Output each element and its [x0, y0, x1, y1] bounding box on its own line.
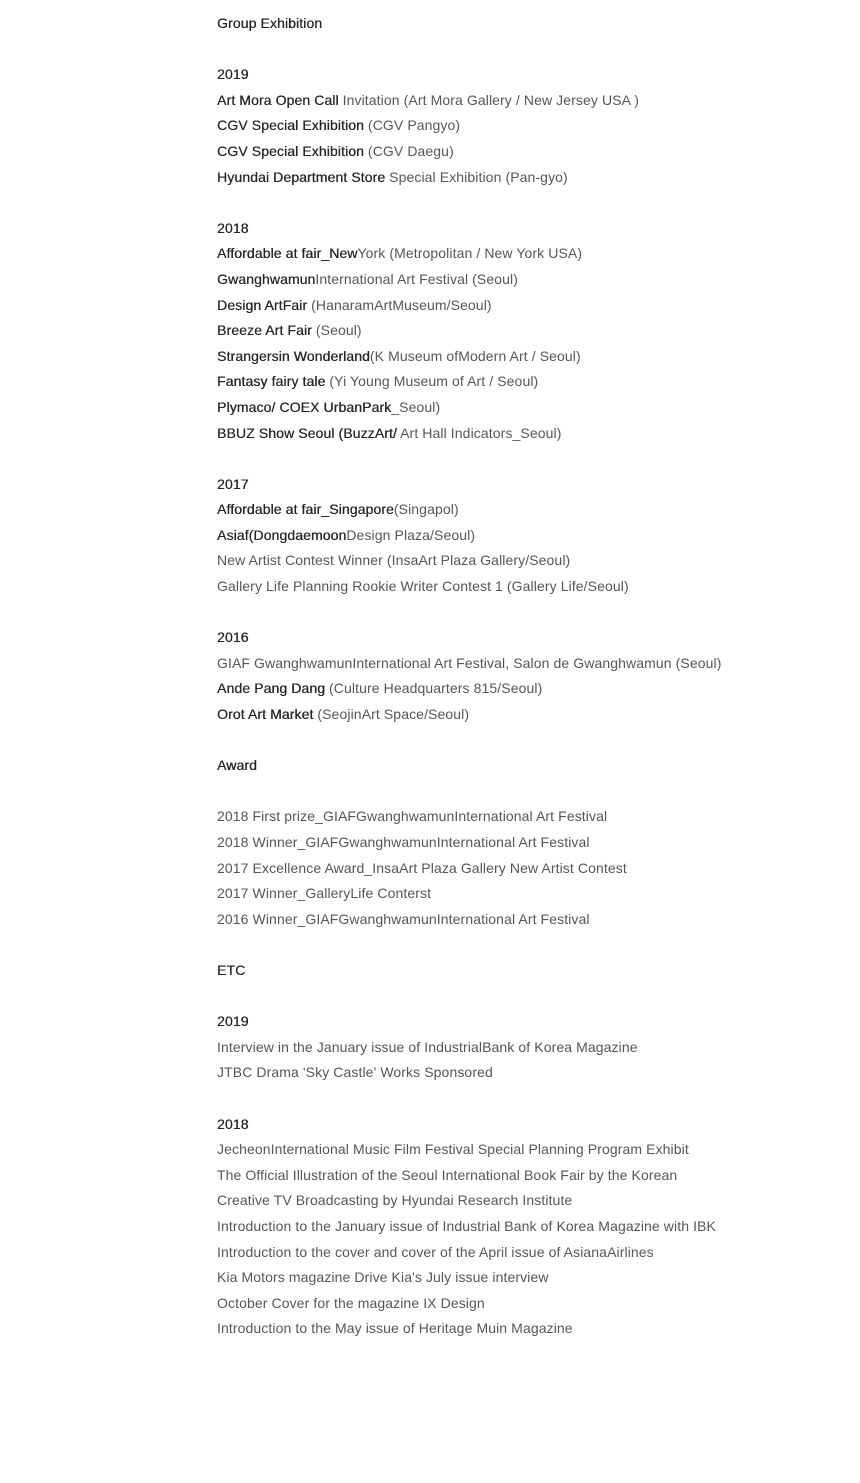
item-title: Affordable at fair_Singapore — [217, 501, 394, 518]
item-detail: (HanaramArtMuseum/Seoul) — [307, 296, 492, 313]
award-item: 2017 Winner_GalleryLife Conterst — [217, 885, 432, 902]
item-detail: Design Plaza/Seoul) — [346, 526, 476, 543]
cv-content — [217, 11, 830, 1342]
exhibition-item — [217, 676, 830, 702]
item-detail: (Culture Headquarters 815/Seoul) — [325, 680, 543, 697]
etc-item: The Official Illustration of the Seoul International Book Fair by the Korean — [217, 1166, 678, 1183]
year-heading-2018: 2018 — [217, 219, 249, 236]
year-heading-2019: 2019 — [217, 66, 249, 83]
section-title-block — [217, 753, 830, 779]
item-detail: Art Hall Indicators_Seoul) — [396, 424, 562, 441]
exhibition-item — [217, 548, 830, 574]
item-detail: (CGV Pangyo) — [363, 117, 461, 134]
item-detail: _Seoul) — [391, 398, 441, 415]
item-detail: New Artist Contest Winner (InsaArt Plaza Gallery/Seoul) — [217, 552, 571, 569]
item-title: Art Mora Open Call — [217, 91, 339, 108]
exhibition-item — [217, 139, 830, 165]
item-detail: Invitation (Art Mora Gallery / New Jersey USA ) — [338, 91, 640, 108]
etc-item: Introduction to the cover and cover of the April issue of AsianaAirlines — [217, 1243, 654, 1260]
section-award — [217, 753, 830, 932]
etc-item: Kia Motors magazine Drive Kia's July issue interview — [217, 1269, 549, 1286]
section-title-block — [217, 11, 830, 37]
award-title: Award — [217, 757, 257, 774]
exhibition-item — [217, 113, 830, 139]
etc-year-heading-2018: 2018 — [217, 1115, 249, 1132]
etc-item: Introduction to the January issue of Industrial Bank of Korea Magazine with IBK — [217, 1217, 716, 1234]
section-etc — [217, 958, 830, 1342]
item-title: Ande Pang Dang — [217, 680, 326, 697]
etc-item: Interview in the January issue of IndustrialBank of Korea Magazine — [217, 1038, 638, 1055]
exhibition-item — [217, 651, 830, 677]
year-block-2016 — [217, 625, 830, 727]
exhibition-item — [217, 267, 830, 293]
exhibition-item — [217, 523, 830, 549]
year-block-2018 — [217, 216, 830, 446]
item-detail: Special Exhibition (Pan-gyo) — [385, 168, 568, 185]
exhibition-item — [217, 574, 830, 600]
etc-year-block-2019 — [217, 1009, 830, 1086]
etc-item: JecheonInternational Music Film Festival Special Planning Program Exhibit — [217, 1141, 689, 1158]
year-heading-2016: 2016 — [217, 629, 249, 646]
etc-title: ETC — [217, 961, 246, 978]
item-title: Orot Art Market — [217, 706, 314, 723]
item-title: Strangersin Wonderland — [217, 347, 370, 364]
etc-item: JTBC Drama 'Sky Castle' Works Sponsored — [217, 1064, 493, 1081]
exhibition-item — [217, 318, 830, 344]
item-title: BBUZ Show Seoul (BuzzArt/ — [217, 424, 397, 441]
exhibition-item — [217, 395, 830, 421]
item-detail: (Seoul) — [311, 322, 362, 339]
item-title: Breeze Art Fair — [217, 322, 312, 339]
award-items-block — [217, 804, 830, 932]
item-detail: International Art Festival (Seoul) — [315, 270, 518, 287]
exhibition-item — [217, 702, 830, 728]
item-title: Asiaf(Dongdaemoon — [217, 526, 347, 543]
etc-year-block-2018 — [217, 1112, 830, 1342]
item-title: Affordable at fair_New — [217, 245, 358, 262]
group-exhibition-title: Group Exhibition — [217, 15, 323, 31]
section-group-exhibition — [217, 11, 830, 728]
exhibition-item — [217, 369, 830, 395]
item-title: Fantasy fairy tale — [217, 373, 326, 390]
etc-item: Introduction to the May issue of Heritage Muin Magazine — [217, 1320, 573, 1337]
item-detail: (K Museum ofModern Art / Seoul) — [369, 347, 581, 364]
year-block-2019 — [217, 62, 830, 190]
item-detail: (Singapol) — [393, 501, 459, 518]
etc-year-heading-2019: 2019 — [217, 1013, 249, 1030]
exhibition-item — [217, 165, 830, 191]
item-title: Plymaco/ COEX UrbanPark — [217, 398, 392, 415]
item-detail: (Yi Young Museum of Art / Seoul) — [325, 373, 539, 390]
exhibition-item — [217, 88, 830, 114]
year-block-2017 — [217, 472, 830, 600]
year-heading-2017: 2017 — [217, 475, 249, 492]
item-title: Gwanghwamun — [217, 270, 316, 287]
item-title: Design ArtFair — [217, 296, 308, 313]
exhibition-item — [217, 241, 830, 267]
exhibition-item — [217, 421, 830, 447]
exhibition-item — [217, 344, 830, 370]
item-title: CGV Special Exhibition — [217, 142, 364, 159]
item-title: Hyundai Department Store — [217, 168, 386, 185]
item-title: CGV Special Exhibition — [217, 117, 364, 134]
etc-item: October Cover for the magazine IX Design — [217, 1294, 485, 1311]
item-detail: GIAF GwanghwamunInternational Art Festival, Salon de Gwanghwamun (Seoul) — [217, 654, 722, 671]
section-title-block — [217, 958, 830, 984]
etc-item: Creative TV Broadcasting by Hyundai Research Institute — [217, 1192, 573, 1209]
award-item: 2018 First prize_GIAFGwanghwamunInternational Art Festival — [217, 808, 608, 825]
item-detail: (SeojinArt Space/Seoul) — [313, 706, 470, 723]
item-detail: Gallery Life Planning Rookie Writer Contest 1 (Gallery Life/Seoul) — [217, 578, 629, 595]
exhibition-item — [217, 293, 830, 319]
award-item: 2018 Winner_GIAFGwanghwamunInternational Art Festival — [217, 834, 590, 850]
exhibition-item — [217, 497, 830, 523]
award-item: 2016 Winner_GIAFGwanghwamunInternational Art Festival — [217, 910, 590, 927]
award-item: 2017 Excellence Award_InsaArt Plaza Gallery New Artist Contest — [217, 859, 627, 876]
item-detail: (CGV Daegu) — [363, 142, 454, 159]
item-detail: York (Metropolitan / New York USA) — [357, 245, 583, 262]
